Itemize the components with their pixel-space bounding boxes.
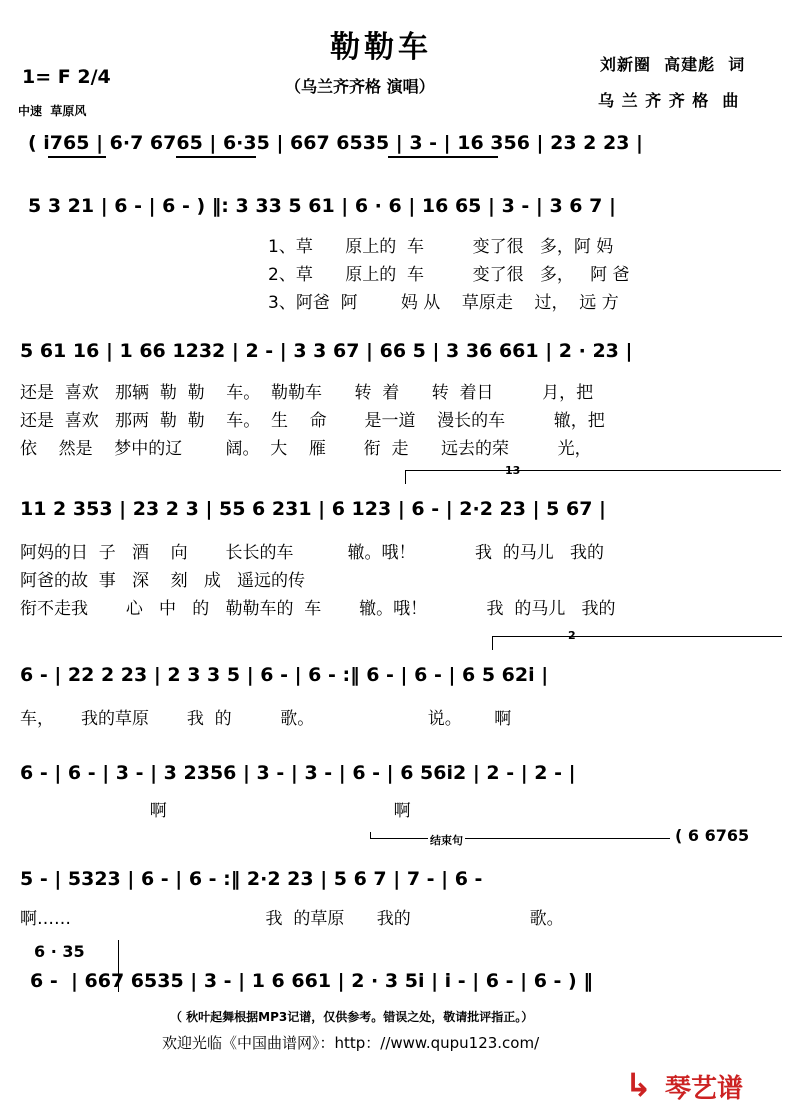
volta-1-label: 13 [505, 464, 521, 477]
lyrics-3-verse-3: 依 然是 梦中的辽 阔。 大 雁 衔 走 远去的荣 光， [20, 439, 592, 459]
score-line-3: 5 61 16 | 1 66 1232 | 2 - | 3 3 67 | 66 5 | 3 36 661 | 2 · 23 | [20, 340, 633, 362]
score-line-6: 6 - | 6 - | 3 - | 3 2356 | 3 - | 3 - | 6 - | 6 56i2 | 2 - | 2 - | [20, 762, 576, 784]
score-line-5: 6 - | 22 2 23 | 2 3 3 5 | 6 - | 6 - :‖ 6 - | 6 - | 6 5 62i | [20, 664, 549, 686]
lyrics-4-verse-3: 衔不走我 心 中 的 勒勒车的 车 辙。哦！ 我 的马儿 我的 [20, 599, 616, 619]
lyrics-4-verse-1: 阿妈的日 子 酒 向 长长的车 辙。哦！ 我 的马儿 我的 [20, 543, 604, 563]
lyrics-4-verse-2: 阿爸的故 事 深 刻 成 遥远的传 [20, 571, 306, 591]
lyrics-2-verse-2: 2、草 原上的 车 变了很 多， 阿 爸 [268, 265, 630, 285]
tempo-marking: 中速 草原风 [18, 104, 87, 118]
lyrics-6: 啊 啊 [20, 801, 411, 821]
lyrics-2-verse-1: 1、草 原上的 车 变了很 多，阿 妈 [268, 237, 614, 257]
score-line-8: 6 - | 667 6535 | 3 - | 1 6 661 | 2 · 3 5i | i - | 6 - | 6 - ) ‖ [30, 970, 593, 992]
volta-2-label: 2 [568, 629, 576, 642]
lyrics-5: 车， 我的草原 我 的 歌。 说。 啊 [20, 709, 512, 729]
key-signature: 1= F 2/4 [22, 66, 111, 88]
composer-credit: 乌 兰 齐 齐 格 曲 [598, 91, 740, 110]
logo-icon: ↳ [625, 1066, 652, 1104]
lyrics-2-verse-3: 3、阿爸 阿 妈 从 草原走 过， 远 方 [268, 293, 619, 313]
song-title: 勒勒车 [330, 30, 432, 65]
lyrics-3-verse-2: 还是 喜欢 那两 勒 勒 车。 生 命 是一道 漫长的车 辙，把 [20, 411, 605, 431]
site-link[interactable]: 欢迎光临《中国曲谱网》：http：//www.qupu123.com/ [162, 1034, 540, 1052]
score-line-8-upper: 6 · 35 [34, 942, 85, 961]
score-line-4: 11 2 353 | 23 2 3 | 55 6 231 | 6 123 | 6 - | 2·2 23 | 5 67 | [20, 498, 606, 520]
song-subtitle: （乌兰齐齐格 演唱） [285, 77, 435, 96]
lyrics-3-verse-1: 还是 喜欢 那辆 勒 勒 车。 勒勒车 转 着 转 着日 月，把 [20, 383, 594, 403]
ending-paren: ( 6 6765 [675, 826, 750, 845]
score-line-2: 5 3 21 | 6 - | 6 - ) ‖: 3 33 5 61 | 6 · 6 | 16 65 | 3 - | 3 6 7 | [28, 195, 616, 217]
transcriber-note: （ 秋叶起舞根据MP3记谱，仅供参考。错误之处，敬请批评指正。） [170, 1010, 534, 1024]
score-line-1: ( i765 | 6·7 6765 | 6·35 | 667 6535 | 3 - | 16 356 | 23 2 23 | [28, 132, 643, 154]
site-logo: 琴艺谱 [665, 1074, 744, 1104]
ending-label: 结束句 [430, 834, 463, 847]
lyricist-credit: 刘新圈 高建彪 词 [600, 55, 746, 74]
lyrics-7: 啊…… 我 的草原 我的 歌。 [20, 909, 564, 929]
score-line-7: 5 - | 5323 | 6 - | 6 - :‖ 2·2 23 | 5 6 7 | 7 - | 6 - [20, 868, 490, 890]
